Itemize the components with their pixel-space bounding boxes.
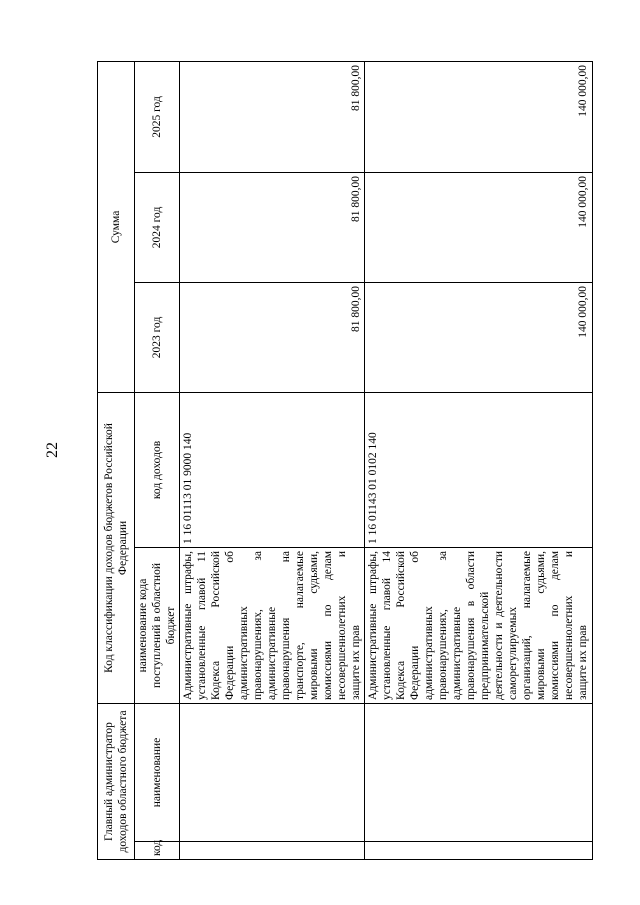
amount-2024-cell: 81 800,00	[180, 172, 365, 282]
amount-2024-cell: 140 000,00	[365, 172, 592, 282]
admin-code-cell	[180, 842, 365, 860]
rotated-table-container	[97, 62, 590, 860]
income-code-header: код доходов	[135, 392, 180, 547]
amount-2023-cell: 81 800,00	[180, 282, 365, 392]
table-row	[365, 61, 592, 859]
income-code-cell: 1 16 01143 01 0102 140	[365, 392, 592, 547]
classification-group-header: Код классификации доходов бюджетов Российской Федерации	[98, 392, 135, 703]
amount-2025-cell: 81 800,00	[180, 61, 365, 172]
table-row	[180, 61, 365, 859]
income-code-cell: 1 16 01113 01 9000 140	[180, 392, 365, 547]
income-name-cell: Административные штрафы, установленные главой 14 Кодекса Российской Федерации об административных правонарушениях, за административные правонарушения в области предпринимательской деятельности и деятельности саморегулируемых организаций, налагаемые мировыми судьями, комиссиями по делам несовершеннолетних и защите их прав	[365, 547, 592, 703]
amount-2023-cell: 140 000,00	[365, 282, 592, 392]
admin-code-cell	[365, 842, 592, 860]
admin-code-header: код	[135, 842, 180, 860]
year-2025-header: 2025 год	[135, 61, 180, 172]
year-2024-header: 2024 год	[135, 172, 180, 282]
year-2023-header: 2023 год	[135, 282, 180, 392]
page-number: 22	[44, 442, 61, 458]
income-name-header: наименование кода поступлений в областной бюджет	[135, 547, 180, 703]
admin-name-cell	[180, 703, 365, 841]
header-row-1	[98, 61, 135, 859]
admin-name-cell	[365, 703, 592, 841]
income-table	[97, 61, 593, 860]
admin-group-header: Главный администратор доходов областного бюджета	[98, 703, 135, 859]
sum-group-header: Сумма	[98, 61, 135, 392]
income-name-cell: Административные штрафы, установленные главой 11 Кодекса Российской Федерации об административных правонарушениях, за административные правонарушения на транспорте, налагаемые мировыми судьями, комиссиями по делам несовершеннолетних и защите их прав	[180, 547, 365, 703]
amount-2025-cell: 140 000,00	[365, 61, 592, 172]
admin-name-header: наименование	[135, 703, 180, 841]
